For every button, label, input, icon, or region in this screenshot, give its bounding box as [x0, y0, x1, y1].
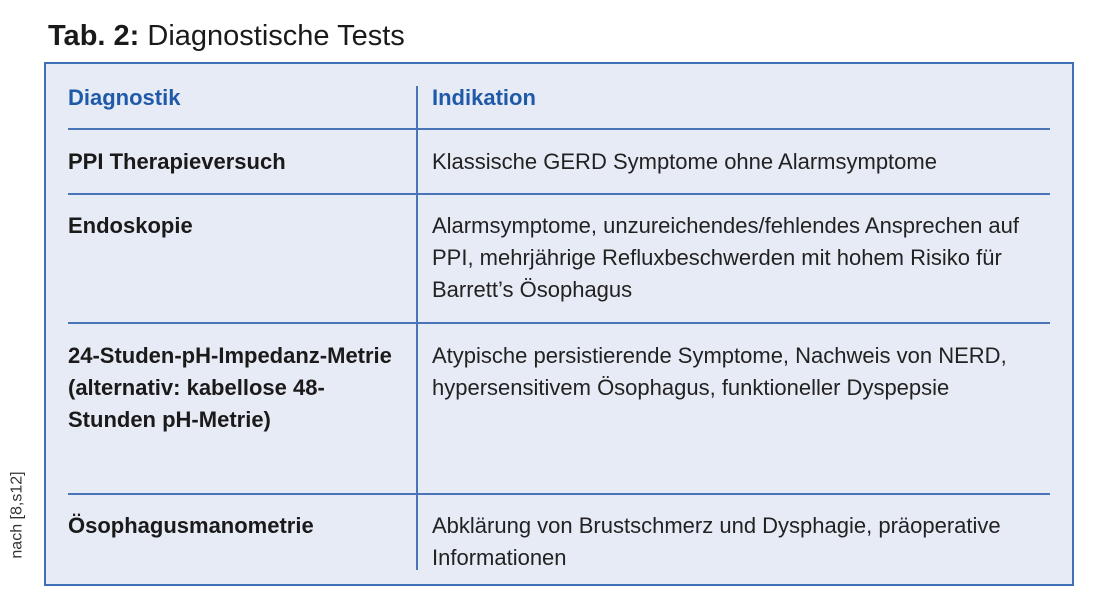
- indikation-cell: Klassische GERD Symptome ohne Alarmsymptome: [432, 149, 937, 174]
- column-divider: [416, 86, 418, 570]
- table-number: Tab. 2:: [48, 20, 140, 52]
- indikation-cell: Alarmsymptome, unzureichendes/fehlendes Ansprechen auf PPI, mehrjährige Refluxbeschwerden mit hohem Risiko für Barrett’s Ösophagus: [432, 213, 1020, 302]
- source-note-text: nach [8,s12]: [9, 471, 27, 559]
- row-separator: [68, 128, 1050, 130]
- source-note: [3, 430, 33, 600]
- column-header-diagnostik: Diagnostik: [68, 85, 181, 110]
- indikation-cell: Atypische persistierende Symptome, Nachweis von NERD, hypersensitivem Ösophagus, funktioneller Dyspepsie: [432, 343, 1007, 400]
- indikation-cell: Abklärung von Brustschmerz und Dysphagie, präoperative Informationen: [432, 513, 1001, 570]
- row-separator: [68, 493, 1050, 495]
- diagnostik-cell: Ösophagusmanometrie: [68, 513, 314, 538]
- diagnostik-cell: 24-Studen-pH-Impedanz-Metrie (alternativ: kabellose 48-Stunden pH-Metrie): [68, 343, 392, 432]
- column-header-indikation: Indikation: [432, 85, 536, 110]
- table-caption: [48, 18, 405, 54]
- row-separator: [68, 193, 1050, 195]
- diagnostik-cell: PPI Therapieversuch: [68, 149, 286, 174]
- diagnostik-cell: Endoskopie: [68, 213, 193, 238]
- diagnostic-table: [44, 62, 1074, 586]
- row-separator: [68, 322, 1050, 324]
- table-title: Diagnostische Tests: [147, 20, 405, 52]
